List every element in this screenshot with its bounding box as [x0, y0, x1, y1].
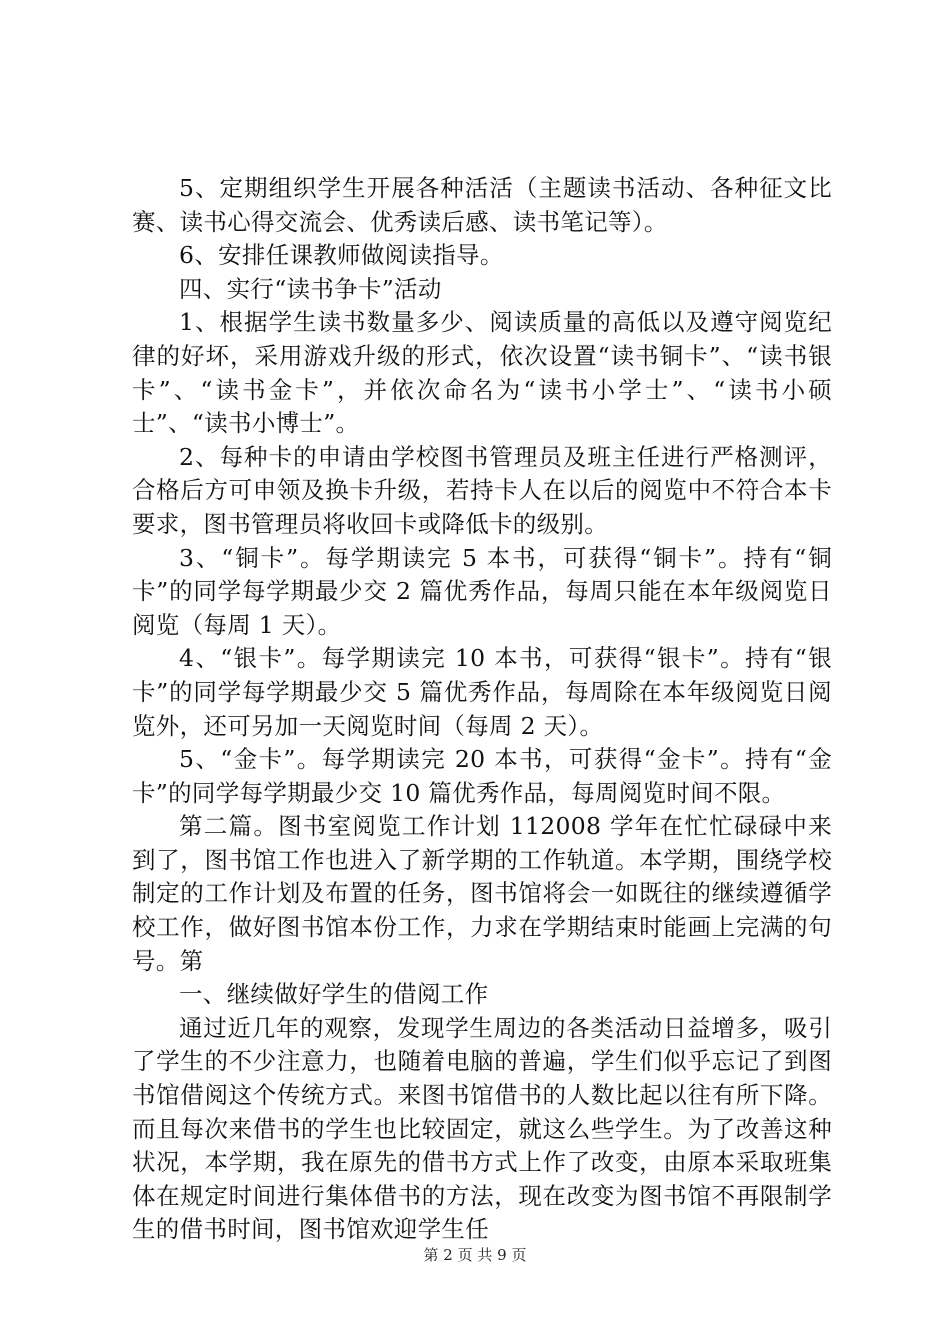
paragraph: 第二篇。图书室阅览工作计划 112008 学年在忙忙碌碌中来到了，图书馆工作也进入了新学期的工作轨道。本学期，围绕学校制定的工作计划及布置的任务，图书馆将会一如既往的继续遵循学校工作，做好图书馆本份工作，力求在学期结束时能画上完满的句号。第 [132, 812, 832, 975]
document-body [132, 172, 832, 1247]
section-heading: 一、继续做好学生的借阅工作 [179, 980, 489, 1009]
paragraph: 5、“金卡”。每学期读完 20 本书，可获得“金卡”。持有“金卡”的同学每学期最少交 10 篇优秀作品，每周阅览时间不限。 [132, 745, 832, 807]
paragraph: 通过近几年的观察，发现学生周边的各类活动日益增多，吸引了学生的不少注意力，也随着电脑的普遍，学生们似乎忘记了到图书馆借阅这个传统方式。来图书馆借书的人数比起以往有所下降。而且每次来借书的学生也比较固定，就这么些学生。为了改善这种状况，本学期，我在原先的借书方式上作了改变，由原本采取班集体在规定时间进行集体借书的方法，现在改变为图书馆不再限制学生的借书时间，图书馆欢迎学生任 [132, 1013, 832, 1244]
paragraph: 4、“银卡”。每学期读完 10 本书，可获得“银卡”。持有“银卡”的同学每学期最少交 5 篇优秀作品，每周除在本年级阅览日阅览外，还可另加一天阅览时间（每周 2 天）。 [132, 644, 832, 740]
section-heading: 四、实行“读书争卡”活动 [179, 274, 442, 303]
paragraph: 6、安排任课教师做阅读指导。 [179, 241, 504, 270]
paragraph: 2、每种卡的申请由学校图书管理员及班主任进行严格测评，合格后方可申领及换卡升级，若持卡人在以后的阅览中不符合本卡要求，图书管理员将收回卡或降低卡的级别。 [132, 442, 832, 538]
paragraph: 5、定期组织学生开展各种活活（主题读书活动、各种征文比赛、读书心得交流会、优秀读后感、读书笔记等）。 [132, 174, 832, 236]
paragraph: 3、“铜卡”。每学期读完 5 本书，可获得“铜卡”。持有“铜卡”的同学每学期最少交 2 篇优秀作品，每周只能在本年级阅览日阅览（每周 1 天）。 [132, 543, 832, 639]
paragraph: 1、根据学生读书数量多少、阅读质量的高低以及遵守阅览纪律的好坏，采用游戏升级的形式，依次设置“读书铜卡”、“读书银卡”、“读书金卡”，并依次命名为“读书小学士”、“读书小硕士”、“读书小博士”。 [132, 308, 832, 438]
page-number-footer: 第 2 页 共 9 页 [423, 1246, 527, 1264]
